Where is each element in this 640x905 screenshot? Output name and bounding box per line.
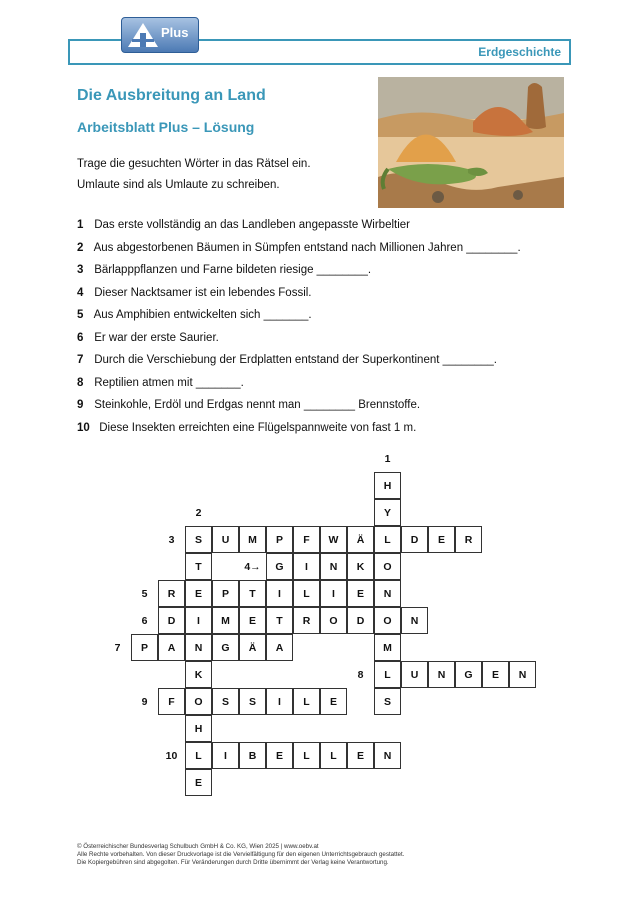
crossword-cell: R (455, 526, 482, 553)
clue-text: Steinkohle, Erdöl und Erdgas nennt man ________ Brennstoffe. (94, 399, 421, 411)
crossword-cell: S (212, 688, 239, 715)
crossword-clue-number: 4→ (244, 560, 261, 573)
dinosaur-illustration (378, 77, 564, 208)
crossword-clue-number: 3 (168, 533, 175, 546)
crossword-cell: E (320, 688, 347, 715)
clue-item (77, 399, 420, 411)
clue-item (77, 219, 410, 231)
clue-number: 8 (77, 377, 84, 389)
crossword-cell: E (428, 526, 455, 553)
crossword-cell: N (320, 553, 347, 580)
crossword-clue-number: 1 (384, 452, 391, 465)
logo-triangle-icon (126, 21, 160, 49)
crossword-cell: L (374, 661, 401, 688)
crossword-cell: I (320, 580, 347, 607)
clue-text: Aus Amphibien entwickelten sich _______. (93, 309, 312, 321)
crossword-cell: N (509, 661, 536, 688)
crossword-cell: E (239, 607, 266, 634)
clue-item (77, 422, 416, 434)
crossword-cell: P (212, 580, 239, 607)
page-subtitle: Arbeitsblatt Plus – Lösung (77, 119, 255, 135)
crossword-cell: O (320, 607, 347, 634)
crossword-cell: K (347, 553, 374, 580)
clue-text: Dieser Nacktsamer ist ein lebendes Fossil. (94, 287, 312, 299)
crossword-cell: S (185, 526, 212, 553)
logo (121, 17, 199, 53)
crossword-cell: F (293, 526, 320, 553)
crossword-clue-number: 5 (141, 587, 148, 600)
crossword-cell: O (185, 688, 212, 715)
crossword-cell: L (293, 580, 320, 607)
crossword-cell: I (293, 553, 320, 580)
crossword-clue-number: 9 (141, 695, 148, 708)
crossword-cell: E (347, 742, 374, 769)
crossword-cell: N (428, 661, 455, 688)
crossword-clue-number: 7 (114, 641, 121, 654)
subject-label: Erdgeschichte (478, 45, 561, 59)
crossword-cell: I (266, 688, 293, 715)
crossword-cell: Y (374, 499, 401, 526)
footer-line: © Österreichischer Bundesverlag Schulbuch GmbH & Co. KG, Wien 2025 | www.oebv.at (77, 843, 319, 850)
crossword-cell: M (374, 634, 401, 661)
clue-text: Aus abgestorbenen Bäumen in Sümpfen entstand nach Millionen Jahren ________. (93, 242, 521, 254)
crossword-cell: L (374, 526, 401, 553)
crossword-cell: Ä (347, 526, 374, 553)
logo-text: Plus (161, 25, 189, 40)
crossword-cell: G (455, 661, 482, 688)
crossword-cell: I (266, 580, 293, 607)
clue-number: 7 (77, 354, 84, 366)
crossword-cell: E (185, 580, 212, 607)
clue-number: 9 (77, 399, 84, 411)
crossword-cell: A (158, 634, 185, 661)
crossword-cell: U (212, 526, 239, 553)
crossword-cell: N (374, 580, 401, 607)
footer-line: Die Kopiergebühren sind abgegolten. Für Veränderungen durch Dritte übernimmt der Verlag keine Verantwortung. (77, 859, 389, 866)
clue-item (77, 264, 371, 276)
crossword-cell: P (131, 634, 158, 661)
clue-item (77, 377, 244, 389)
crossword-cell: Ä (239, 634, 266, 661)
crossword-cell: R (158, 580, 185, 607)
crossword-cell: A (266, 634, 293, 661)
crossword-clue-number: 10 (165, 749, 178, 762)
clue-text: Reptilien atmen mit _______. (94, 377, 244, 389)
clue-text: Bärlapppflanzen und Farne bildeten riesige ________. (94, 264, 372, 276)
crossword-cell: N (185, 634, 212, 661)
crossword-cell: K (185, 661, 212, 688)
crossword-cell: W (320, 526, 347, 553)
crossword-cell: M (212, 607, 239, 634)
crossword-cell: N (374, 742, 401, 769)
crossword-cell: I (212, 742, 239, 769)
crossword-cell: I (185, 607, 212, 634)
crossword-cell: R (293, 607, 320, 634)
page-title: Die Ausbreitung an Land (77, 87, 266, 104)
crossword-cell: H (374, 472, 401, 499)
crossword-cell: L (185, 742, 212, 769)
crossword-cell: D (347, 607, 374, 634)
crossword-cell: D (158, 607, 185, 634)
instruction-line-2: Umlaute sind als Umlaute zu schreiben. (77, 179, 280, 191)
crossword-cell: E (185, 769, 212, 796)
crossword-clue-number: 2 (195, 506, 202, 519)
crossword-cell: M (239, 526, 266, 553)
crossword-cell: L (293, 688, 320, 715)
crossword-cell: T (185, 553, 212, 580)
crossword-cell: G (212, 634, 239, 661)
crossword-cell: N (401, 607, 428, 634)
clue-text: Diese Insekten erreichten eine Flügelspannweite von fast 1 m. (99, 422, 417, 434)
crossword-cell: U (401, 661, 428, 688)
clue-text: Er war der erste Saurier. (94, 332, 219, 344)
clue-number: 5 (77, 309, 84, 321)
crossword-cell: D (401, 526, 428, 553)
instruction-line-1: Trage die gesuchten Wörter in das Rätsel ein. (77, 158, 311, 170)
clue-item (77, 242, 521, 254)
clue-text: Durch die Verschiebung der Erdplatten entstand der Superkontinent ________. (94, 354, 497, 366)
crossword-cell: S (239, 688, 266, 715)
clue-number: 3 (77, 264, 84, 276)
crossword-cell: L (293, 742, 320, 769)
crossword-cell: E (347, 580, 374, 607)
crossword-cell: T (266, 607, 293, 634)
crossword-clue-number: 6 (141, 614, 148, 627)
crossword-cell: F (158, 688, 185, 715)
footer-line: Alle Rechte vorbehalten. Von dieser Druckvorlage ist die Vervielfältigung für den eigenen Unterrichtsgebrauch gestattet. (77, 851, 405, 858)
crossword-cell: E (482, 661, 509, 688)
clue-item (77, 354, 497, 366)
crossword-clue-number: 8 (357, 668, 364, 681)
clue-item (77, 287, 312, 299)
crossword-cell: L (320, 742, 347, 769)
crossword-cell: H (185, 715, 212, 742)
crossword-cell: T (239, 580, 266, 607)
crossword-cell: E (266, 742, 293, 769)
clue-number: 2 (77, 242, 84, 254)
clue-item (77, 332, 219, 344)
clue-text: Das erste vollständig an das Landleben angepasste Wirbeltier (94, 219, 411, 231)
crossword-cell: G (266, 553, 293, 580)
clue-number: 10 (77, 422, 90, 434)
clue-number: 1 (77, 219, 84, 231)
crossword-cell: B (239, 742, 266, 769)
clue-item (77, 309, 312, 321)
clue-number: 4 (77, 287, 84, 299)
clue-number: 6 (77, 332, 84, 344)
footer (77, 843, 404, 867)
crossword-cell: S (374, 688, 401, 715)
crossword-cell: O (374, 607, 401, 634)
crossword-cell: O (374, 553, 401, 580)
crossword-cell: P (266, 526, 293, 553)
